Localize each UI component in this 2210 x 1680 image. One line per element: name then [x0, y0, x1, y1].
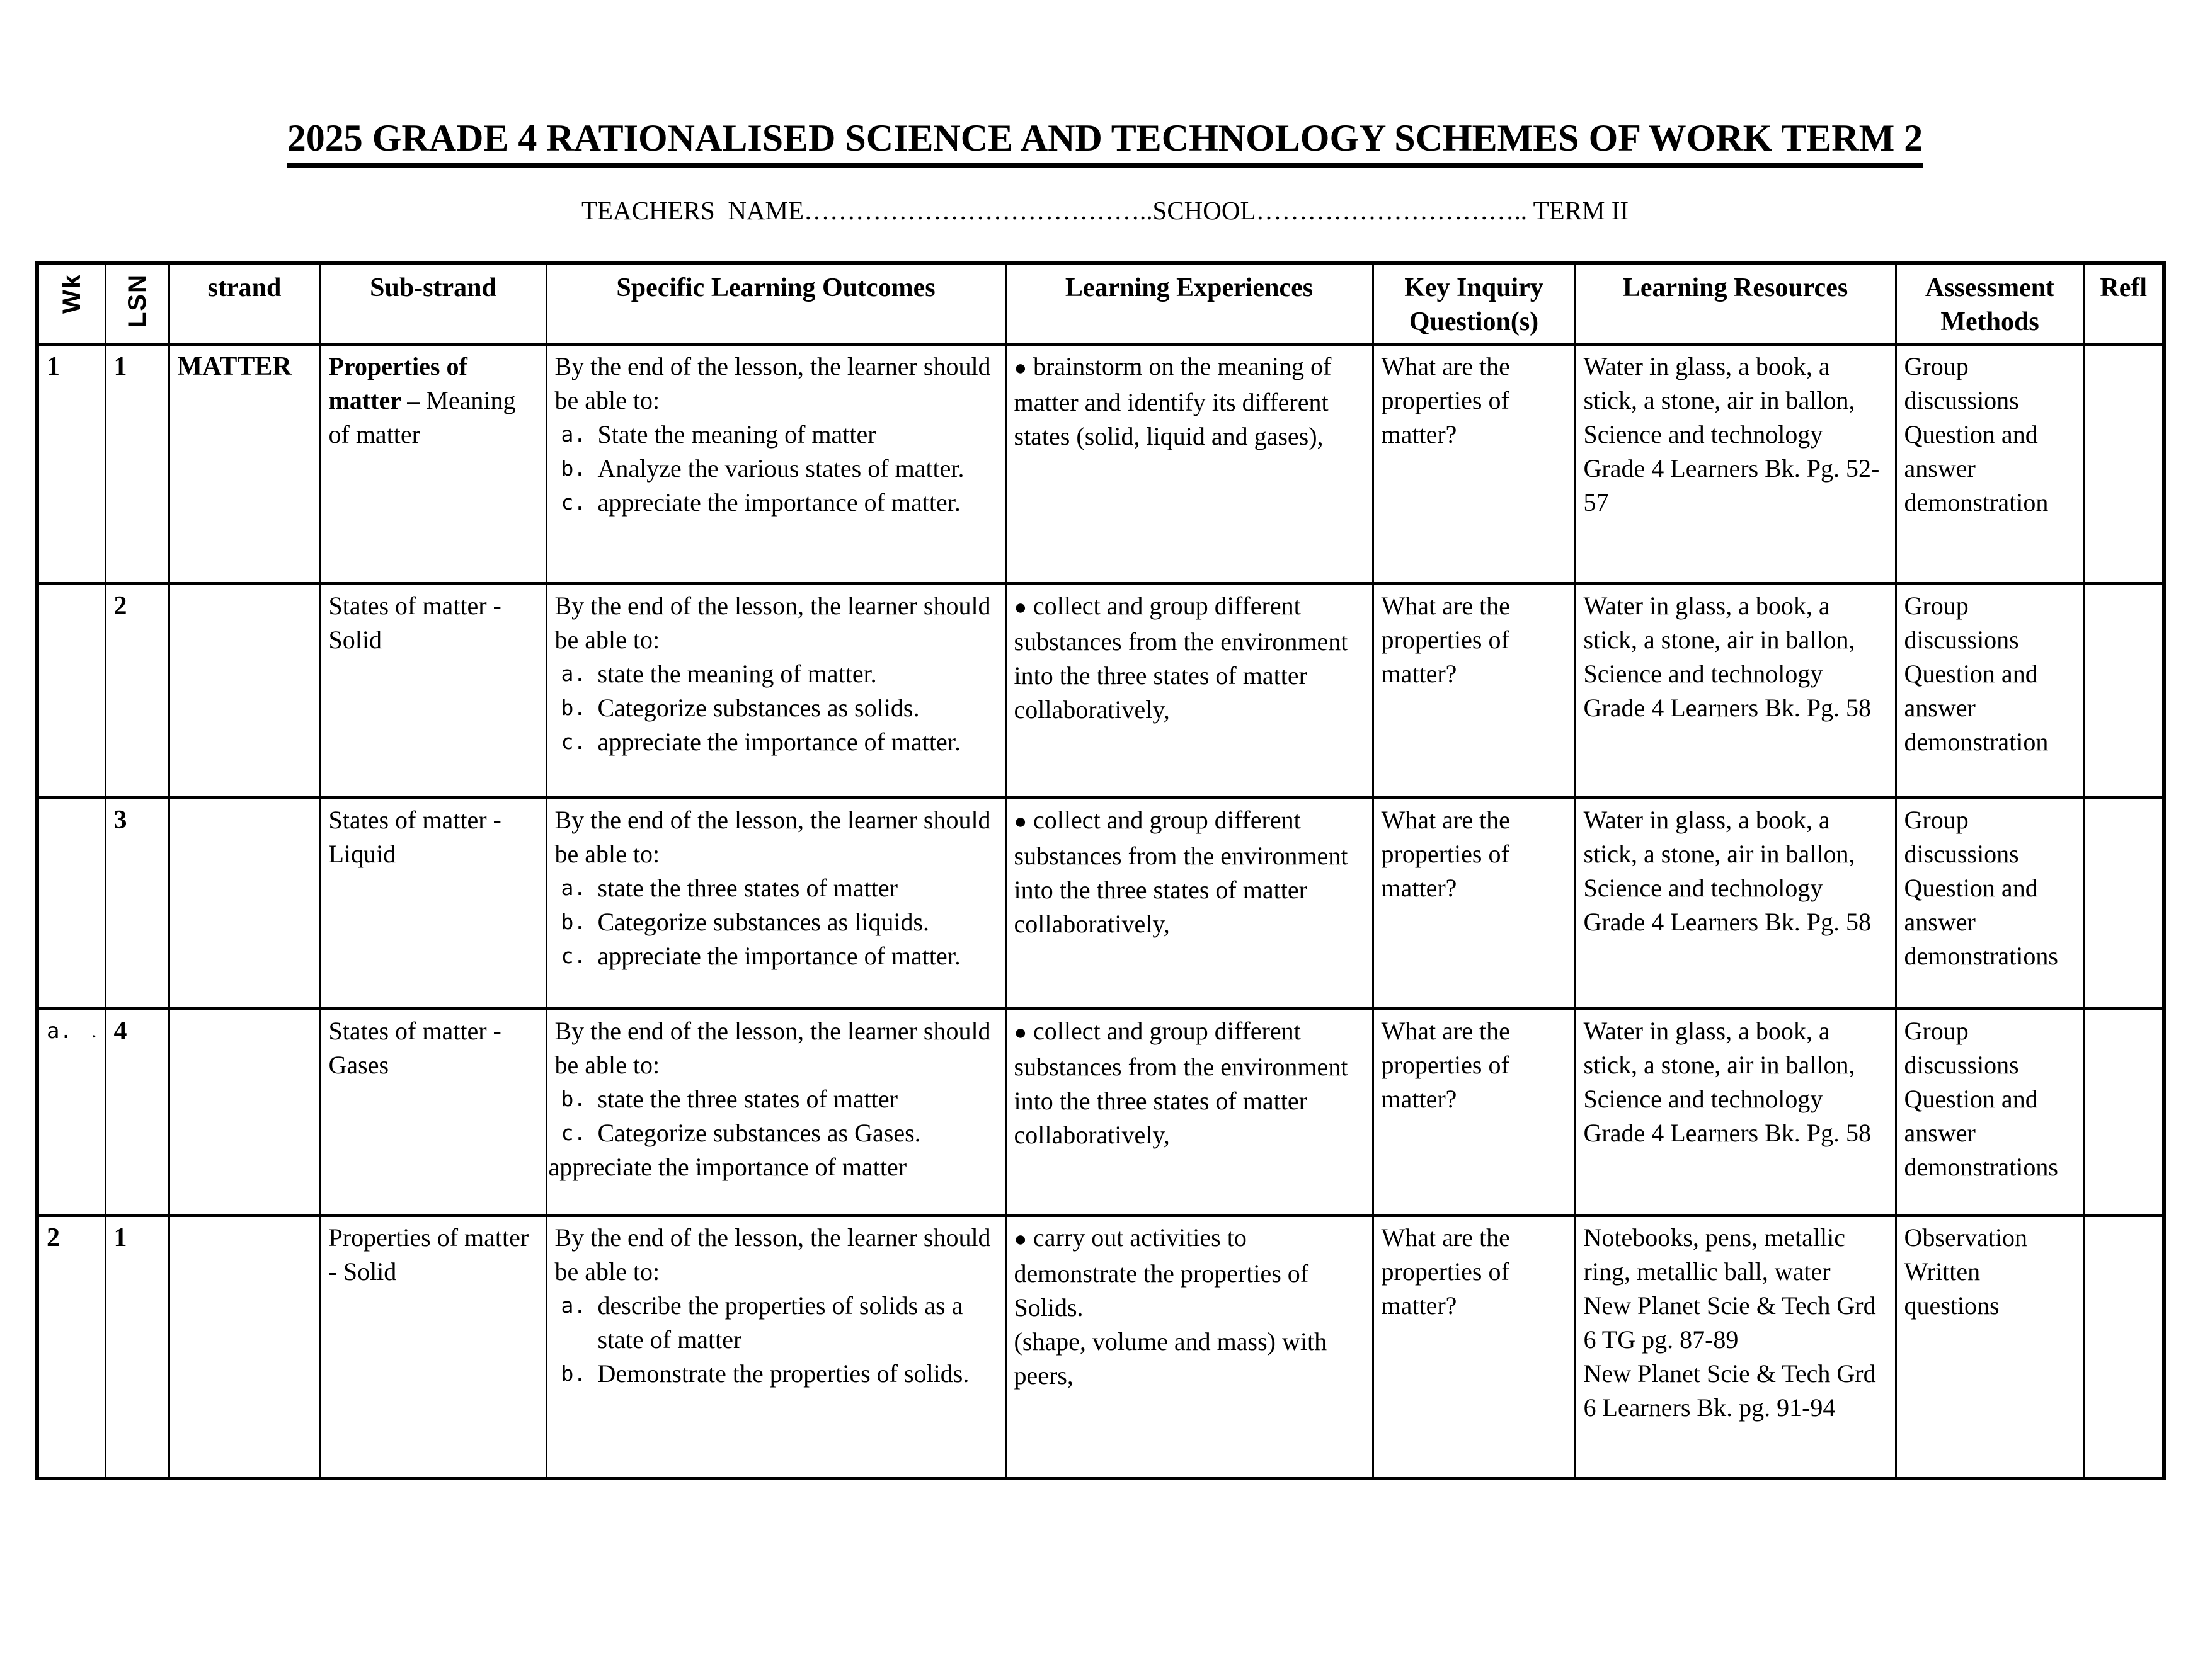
cell-substrand: States of matter - Gases — [320, 1009, 546, 1216]
col-header-assessment: Assessment Methods — [1896, 263, 2084, 345]
bullet-icon: ● — [1014, 1228, 1028, 1251]
substrand-rest: Meaning of matter — [328, 386, 516, 449]
slo-item: a. State the meaning of matter — [561, 420, 876, 449]
col-header-learning-resources: Learning Resources — [1575, 263, 1896, 345]
cell-lsn: 2 — [105, 584, 169, 798]
page-subtitle: TEACHERS NAME…………………………………..SCHOOL………………………….. TERM II — [581, 196, 1629, 225]
slo-item: b. Analyze the various states of matter. — [561, 454, 965, 483]
learning-experience: ● collect and group different substances from the environment into the three states of matter collaboratively, — [1014, 591, 1348, 724]
cell-learning-resources — [1575, 1009, 1896, 1216]
document-page — [0, 117, 2210, 1680]
cell-wk — [37, 1009, 105, 1216]
cell-key-inquiry: What are the properties of matter? — [1373, 345, 1575, 584]
wk-stray-dot: . — [91, 1019, 97, 1043]
cell-strand — [169, 798, 320, 1009]
cell-slo — [546, 1009, 1005, 1216]
assessment-line: Question and answer — [1904, 420, 2038, 483]
learning-experience: (shape, volume and mass) with peers, — [1014, 1327, 1327, 1390]
cell-learning-experiences — [1005, 1216, 1373, 1478]
table-row — [37, 584, 2164, 798]
cell-refl — [2084, 1216, 2164, 1478]
col-header-refl: Refl — [2084, 263, 2164, 345]
resource-line: New Planet Scie & Tech Grd 6 Learners Bk. pg. 91-94 — [1583, 1359, 1876, 1422]
cell-strand — [169, 584, 320, 798]
page-title — [38, 117, 2172, 168]
cell-substrand: States of matter - Solid — [320, 584, 546, 798]
cell-refl — [2084, 798, 2164, 1009]
cell-key-inquiry: What are the properties of matter? — [1373, 584, 1575, 798]
cell-lsn: 1 — [105, 1216, 169, 1478]
wk-list-marker: a. — [47, 1019, 72, 1044]
cell-refl — [2084, 345, 2164, 584]
assessment-line: Question and answer — [1904, 874, 2038, 936]
col-header-slo: Specific Learning Outcomes — [546, 263, 1005, 345]
learning-experience: ● collect and group different substances from the environment into the three states of matter collaboratively, — [1014, 1017, 1348, 1149]
page-title-text: 2025 GRADE 4 RATIONALISED SCIENCE AND TECHNOLOGY SCHEMES OF WORK TERM 2 — [287, 117, 1923, 168]
slo-item: b. Categorize substances as solids. — [561, 694, 920, 722]
assessment-line: Observation — [1904, 1223, 2028, 1252]
slo-item: b. Categorize substances as liquids. — [561, 908, 930, 936]
cell-learning-resources — [1575, 584, 1896, 798]
table-header — [37, 263, 2164, 345]
cell-lsn: 3 — [105, 798, 169, 1009]
cell-wk — [37, 584, 105, 798]
slo-intro: By the end of the lesson, the learner should be able to: — [554, 591, 991, 654]
learning-experience: ● collect and group different substances from the environment into the three states of matter collaboratively, — [1014, 806, 1348, 938]
slo-tail: appreciate the importance of matter — [548, 1153, 907, 1181]
resource-line: Water in glass, a book, a stick, a stone, air in ballon, — [1583, 352, 1855, 414]
cell-slo — [546, 584, 1005, 798]
cell-learning-experiences — [1005, 1009, 1373, 1216]
slo-item: c. appreciate the importance of matter. — [561, 728, 961, 756]
cell-strand — [169, 1216, 320, 1478]
col-header-wk: Wk — [37, 263, 105, 345]
resource-line: Water in glass, a book, a stick, a stone, air in ballon, — [1583, 1017, 1855, 1079]
cell-key-inquiry: What are the properties of matter? — [1373, 1216, 1575, 1478]
cell-learning-experiences — [1005, 798, 1373, 1009]
resource-line: Notebooks, pens, metallic ring, metallic ball, water — [1583, 1223, 1845, 1286]
cell-assessment — [1896, 1216, 2084, 1478]
cell-assessment — [1896, 584, 2084, 798]
cell-key-inquiry: What are the properties of matter? — [1373, 798, 1575, 1009]
cell-assessment — [1896, 345, 2084, 584]
cell-wk: 1 — [37, 345, 105, 584]
slo-item: c. appreciate the importance of matter. — [561, 942, 961, 970]
resource-line: Science and technology Grade 4 Learners Bk. Pg. 58 — [1583, 1085, 1872, 1147]
assessment-line: demonstration — [1904, 728, 2049, 756]
slo-intro: By the end of the lesson, the learner should be able to: — [554, 1017, 991, 1079]
cell-learning-resources — [1575, 1216, 1896, 1478]
col-header-learning-experiences: Learning Experiences — [1005, 263, 1373, 345]
cell-substrand — [320, 345, 546, 584]
cell-learning-experiences — [1005, 584, 1373, 798]
slo-item: a. state the three states of matter — [561, 874, 898, 902]
slo-intro: By the end of the lesson, the learner should be able to: — [554, 1223, 991, 1286]
cell-lsn: 4 — [105, 1009, 169, 1216]
col-header-lsn: LSN — [105, 263, 169, 345]
slo-item: c. appreciate the importance of matter. — [561, 488, 961, 517]
assessment-line: demonstration — [1904, 488, 2049, 517]
assessment-line: Group discussions — [1904, 591, 2019, 654]
resource-line: Science and technology Grade 4 Learners Bk. Pg. 58 — [1583, 660, 1872, 722]
slo-intro: By the end of the lesson, the learner should be able to: — [554, 352, 991, 414]
table-row — [37, 1009, 2164, 1216]
cell-slo — [546, 345, 1005, 584]
resource-line: Water in glass, a book, a stick, a stone, air in ballon, — [1583, 591, 1855, 654]
assessment-line: demonstrations — [1904, 942, 2058, 970]
cell-wk: 2 — [37, 1216, 105, 1478]
cell-refl — [2084, 584, 2164, 798]
slo-item: b. state the three states of matter — [561, 1085, 898, 1113]
cell-refl — [2084, 1009, 2164, 1216]
bullet-icon: ● — [1014, 596, 1028, 619]
resource-line: Science and technology Grade 4 Learners Bk. Pg. 58 — [1583, 874, 1872, 936]
bullet-icon: ● — [1014, 357, 1028, 380]
slo-intro: By the end of the lesson, the learner should be able to: — [554, 806, 991, 868]
learning-experience: ● carry out activities to demonstrate the properties of Solids. — [1014, 1223, 1309, 1322]
cell-key-inquiry: What are the properties of matter? — [1373, 1009, 1575, 1216]
table-row — [37, 1216, 2164, 1478]
resource-line: Water in glass, a book, a stick, a stone, air in ballon, — [1583, 806, 1855, 868]
resource-line: Science and technology Grade 4 Learners Bk. Pg. 52-57 — [1583, 420, 1880, 517]
cell-assessment — [1896, 1009, 2084, 1216]
cell-learning-resources — [1575, 345, 1896, 584]
bullet-icon: ● — [1014, 810, 1028, 833]
cell-assessment — [1896, 798, 2084, 1009]
learning-experience: ● brainstorm on the meaning of matter and identify its different states (solid, liquid and gases), — [1014, 352, 1332, 450]
assessment-line: Group discussions — [1904, 806, 2019, 868]
substrand-bold: Properties of matter – — [328, 352, 467, 414]
cell-lsn: 1 — [105, 345, 169, 584]
cell-strand — [169, 1009, 320, 1216]
assessment-line: Question and answer — [1904, 660, 2038, 722]
slo-item: b. Demonstrate the properties of solids. — [561, 1359, 970, 1388]
cell-substrand: Properties of matter - Solid — [320, 1216, 546, 1478]
cell-learning-experiences — [1005, 345, 1373, 584]
col-header-strand: strand — [169, 263, 320, 345]
table-row — [37, 798, 2164, 1009]
cell-strand: MATTER — [169, 345, 320, 584]
slo-item: a. state the meaning of matter. — [561, 660, 877, 688]
assessment-line: Written questions — [1904, 1257, 2000, 1320]
cell-wk — [37, 798, 105, 1009]
bullet-icon: ● — [1014, 1021, 1028, 1044]
cell-learning-resources — [1575, 798, 1896, 1009]
slo-item: a. describe the properties of solids as a state of matter — [561, 1291, 963, 1354]
resource-line: New Planet Scie & Tech Grd 6 TG pg. 87-89 — [1583, 1291, 1876, 1354]
col-header-substrand: Sub-strand — [320, 263, 546, 345]
assessment-line: demonstrations — [1904, 1153, 2058, 1181]
assessment-line: Group discussions — [1904, 1017, 2019, 1079]
assessment-line: Question and answer — [1904, 1085, 2038, 1147]
assessment-line: Group discussions — [1904, 352, 2019, 414]
slo-item: c. Categorize substances as Gases. — [561, 1119, 921, 1147]
col-header-key-inquiry: Key Inquiry Question(s) — [1373, 263, 1575, 345]
schemes-of-work-table — [35, 261, 2166, 1480]
cell-slo — [546, 798, 1005, 1009]
table-row — [37, 345, 2164, 584]
cell-substrand: States of matter - Liquid — [320, 798, 546, 1009]
cell-slo — [546, 1216, 1005, 1478]
